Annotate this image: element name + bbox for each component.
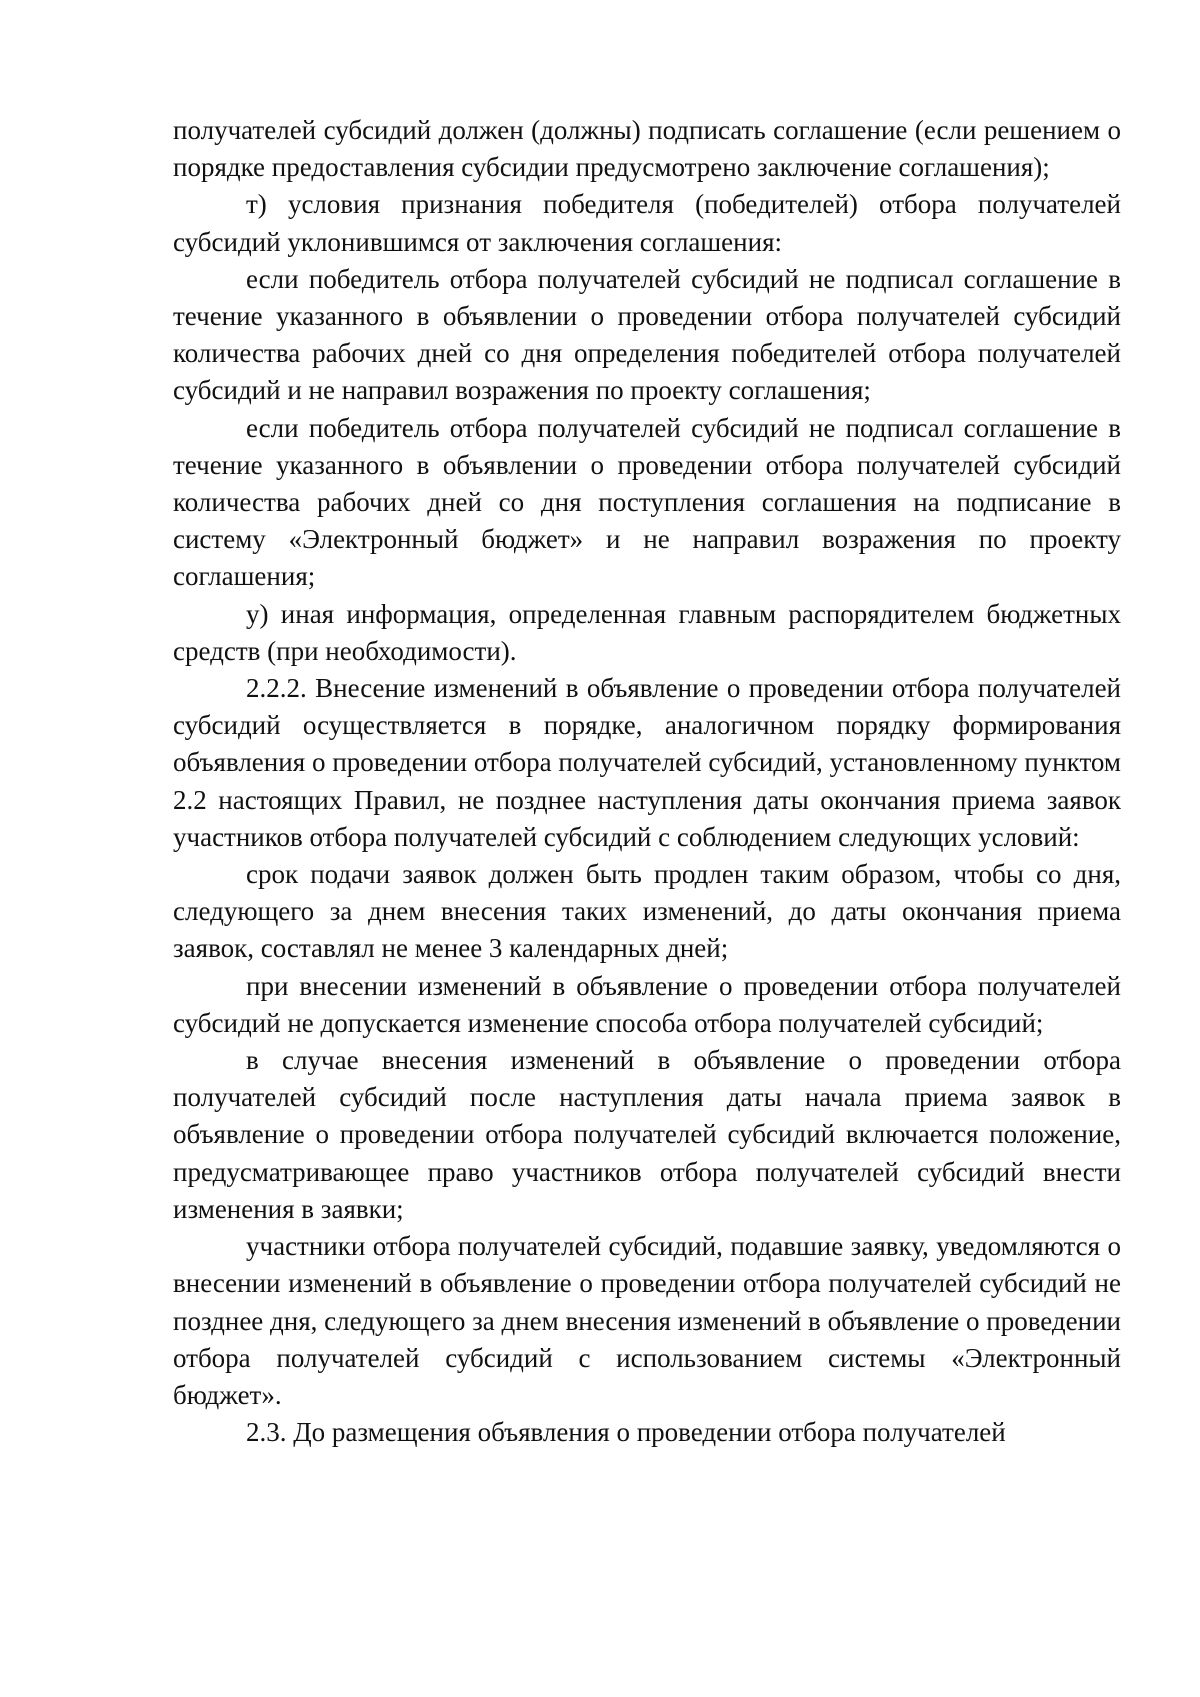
- paragraph-condition-2: если победитель отбора получателей субсидий не подписал соглашение в течение указанного в объявлении о проведении отбора получателей субсидий количества рабочих дней со дня поступления соглашения на подписание в систему «Электронный бюджет» и не направил возражения по проекту соглашения;: [173, 412, 1121, 592]
- paragraph-item-t: т) условия признания победителя (победителей) отбора получателей субсидий уклонившимся от заключения соглашения:: [173, 189, 1121, 257]
- document-page: [173, 112, 1121, 1451]
- paragraph-amendment-condition: в случае внесения изменений в объявление о проведении отбора получателей субсидий после наступления даты начала приема заявок в объявление о проведении отбора получателей субсидий включается положение, предусматривающее право участников отбора получателей субсидий внести изменения в заявки;: [173, 1045, 1121, 1224]
- paragraph-method-condition: при внесении изменений в объявление о проведении отбора получателей субсидий не допускается изменение способа отбора получателей субсидий;: [173, 970, 1121, 1038]
- paragraph-section-2-3: 2.3. До размещения объявления о проведении отбора получателей: [246, 1417, 1006, 1448]
- paragraph-continuation: получателей субсидий должен (должны) подписать соглашение (если решением о порядке предоставления субсидии предусмотрено заключение соглашения);: [173, 115, 1121, 183]
- paragraph-notification-condition: участники отбора получателей субсидий, подавшие заявку, уведомляются о внесении изменений в объявление о проведении отбора получателей субсидий не позднее дня, следующего за днем внесения изменений в объявление о проведении отбора получателей субсидий с использованием системы «Электронный бюджет».: [173, 1231, 1121, 1410]
- paragraph-section-2-2-2: 2.2.2. Внесение изменений в объявление о проведении отбора получателей субсидий осуществляется в порядке, аналогичном порядку формирования объявления о проведении отбора получателей субсидий, установленному пунктом 2.2 настоящих Правил, не позднее наступления даты окончания приема заявок участников отбора получателей субсидий с соблюдением следующих условий:: [173, 673, 1121, 852]
- paragraph-deadline-condition: срок подачи заявок должен быть продлен таким образом, чтобы со дня, следующего за днем внесения таких изменений, до даты окончания приема заявок, составлял не менее 3 календарных дней;: [173, 859, 1121, 964]
- paragraph-item-u: у) иная информация, определенная главным распорядителем бюджетных средств (при необходимости).: [173, 598, 1121, 666]
- paragraph-condition-1: если победитель отбора получателей субсидий не подписал соглашение в течение указанного в объявлении о проведении отбора получателей субсидий количества рабочих дней со дня определения победителей отбора получателей субсидий и не направил возражения по проекту соглашения;: [173, 263, 1121, 406]
